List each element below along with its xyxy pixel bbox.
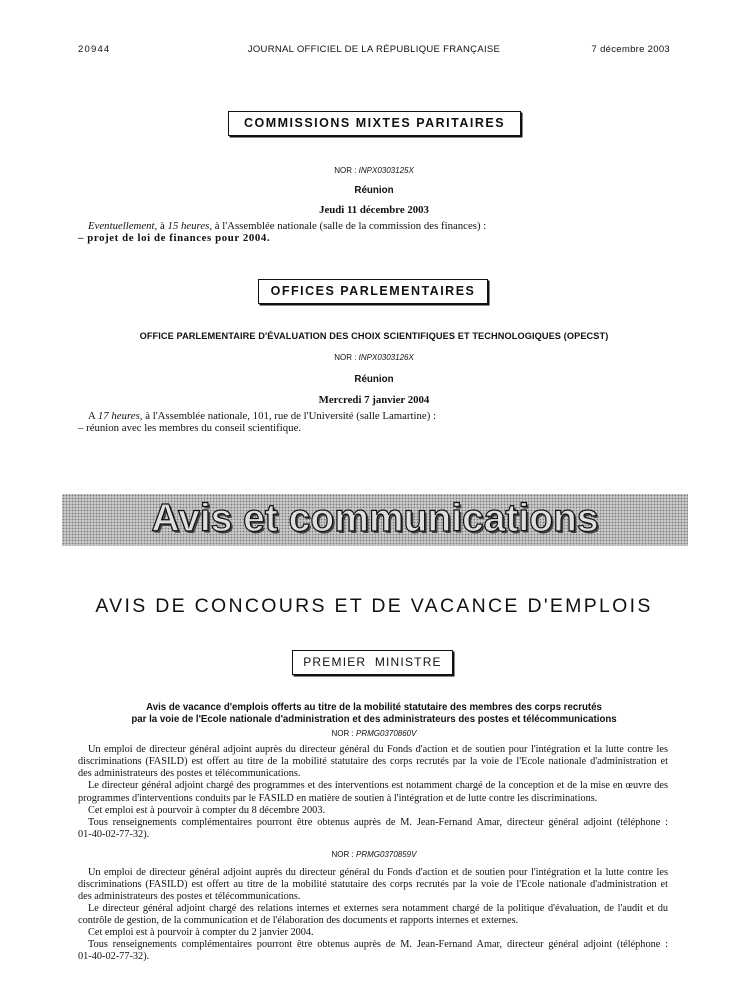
banner-title: Avis et communications [151, 497, 599, 540]
text-line: discriminations (FASILD) est offert au titre de la mobilité statutaire des corps recrutés par la voie de l'Ecole nationale d'administration et [78, 879, 668, 890]
text-line: Cet emploi est à pourvoir à compter du 2 janvier 2004. [88, 927, 314, 938]
notice-title-line: Avis de vacance d'emplois offerts au titre de la mobilité statutaire des membres des corps recrutés [146, 702, 602, 713]
concours-title: AVIS DE CONCOURS ET DE VACANCE D'EMPLOIS [95, 595, 653, 617]
text-line: 01-40-02-77-32). [78, 828, 150, 840]
text-line: discriminations (FASILD) est offert au titre de la mobilité statutaire des corps recrutés par la voie de l'Ecole nationale d'administration et [78, 756, 668, 768]
paragraph [78, 939, 668, 963]
notice-body [78, 744, 668, 841]
text-line: des administrateurs des postes et télécommunications. [78, 768, 301, 780]
text-line: Un emploi de directeur général adjoint auprès du directeur général du Fonds d'action et de soutien pour l'intégration et la lutte contre les [88, 867, 668, 878]
text-line: programmes d'interventions conduits par le FASILD en matière de soutien à l'intégration et de lutte contre les discriminations. [78, 792, 598, 804]
text-line: Le directeur général adjoint chargé des programmes et des interventions est notamment chargé de la conception et de la mise en œuvre des [88, 780, 668, 792]
section-banner [62, 494, 688, 546]
paragraph [78, 817, 668, 841]
paragraph [78, 805, 668, 817]
agenda-time: 15 heures, [167, 220, 213, 232]
meeting-date: Mercredi 7 janvier 2004 [318, 394, 430, 406]
notice-title-line: par la voie de l'Ecole nationale d'administration et des administrateurs des postes et télécommunications [131, 714, 617, 725]
page-number: 20944 [78, 44, 111, 55]
agenda-line [78, 410, 668, 422]
nor-code: PRMG0370859V [355, 850, 417, 859]
text-line: Le directeur général adjoint chargé des relations internes et externes sera notamment chargé de la politique d'évaluation, de l'audit et du [88, 903, 668, 914]
nor-code: PRMG0370860V [355, 729, 417, 738]
agenda-lead: Eventuellement, [88, 220, 158, 232]
meeting-date: Jeudi 11 décembre 2003 [319, 204, 429, 216]
nor-code: INPX0303126X [358, 353, 414, 362]
text-line: Tous renseignements complémentaires pourront être obtenus auprès de M. Jean-Fernand Amar, directeur général adjoint (téléphone : [88, 939, 668, 950]
text-line: des administrateurs des postes et télécommunications. [78, 891, 301, 902]
paragraph [78, 867, 668, 903]
section-box-offices: OFFICES PARLEMENTAIRES [258, 279, 488, 304]
agenda-block [78, 220, 668, 244]
section-box-ministry: PREMIER MINISTRE [292, 650, 453, 675]
agenda-item: – projet de loi de finances pour 2004. [78, 232, 271, 244]
nor-label: NOR : [334, 166, 357, 175]
agenda-place: à l'Assemblée nationale (salle de la commission des finances) : [214, 220, 487, 232]
nor-label: NOR : [331, 729, 354, 738]
text-line: Tous renseignements complémentaires pourront être obtenus auprès de M. Jean-Fernand Amar, directeur général adjoint (téléphone : [88, 816, 668, 828]
text-line: Un emploi de directeur général adjoint auprès du directeur général du Fonds d'action et de soutien pour l'intégration et la lutte contre les [88, 744, 668, 755]
nor-label: NOR : [331, 850, 354, 859]
paragraph [78, 903, 668, 927]
agenda-item: – réunion avec les membres du conseil scientifique. [78, 422, 302, 434]
paragraph [78, 744, 668, 780]
paragraph [78, 780, 668, 804]
paragraph [78, 927, 668, 939]
nor-reference [0, 165, 748, 177]
agenda-time: 17 heures, [97, 410, 143, 422]
nor-label: NOR : [334, 353, 357, 362]
office-name: OFFICE PARLEMENTAIRE D'ÉVALUATION DES CHOIX SCIENTIFIQUES ET TECHNOLOGIQUES (OPECST) [139, 331, 609, 341]
section-box-commissions: COMMISSIONS MIXTES PARITAIRES [228, 111, 521, 136]
agenda-block [78, 410, 668, 434]
meeting-label: Réunion [354, 185, 394, 196]
notice-body [78, 867, 668, 963]
meeting-label: Réunion [354, 374, 394, 385]
issue-date: 7 décembre 2003 [591, 44, 670, 55]
nor-reference [0, 849, 748, 861]
nor-reference [0, 352, 748, 364]
text-line: Cet emploi est à pourvoir à compter du 8 décembre 2003. [88, 804, 326, 816]
text-line: contrôle de gestion, de la communication et de l'élaboration des documents et rapports internes et externes. [78, 915, 519, 926]
agenda-at: à [159, 220, 165, 232]
agenda-place: à l'Assemblée nationale, 101, rue de l'Université (salle Lamartine) : [145, 410, 437, 422]
nor-reference [0, 728, 748, 740]
agenda-at: A [88, 410, 96, 422]
agenda-line [78, 220, 668, 232]
nor-code: INPX0303125X [358, 166, 414, 175]
text-line: 01-40-02-77-32). [78, 951, 150, 962]
journal-title: JOURNAL OFFICIEL DE LA RÉPUBLIQUE FRANÇAISE [247, 44, 501, 55]
